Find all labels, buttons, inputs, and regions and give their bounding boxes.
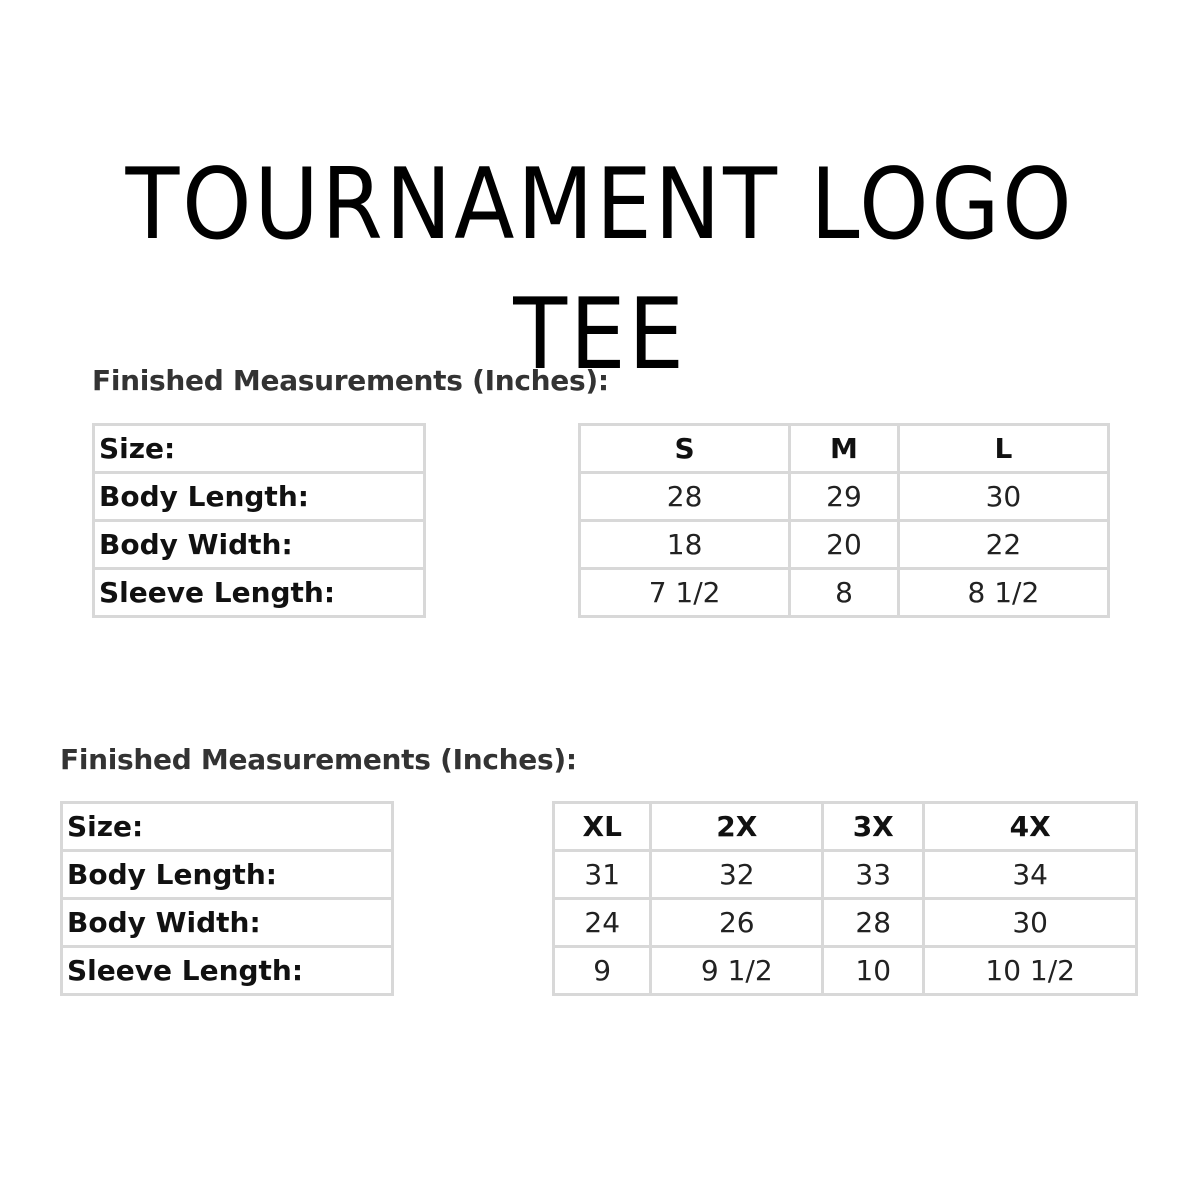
value-cell: 18 [580,521,790,569]
label-body-width: Body Width: [62,899,393,947]
value-cell: 33 [823,851,924,899]
value-cell: 7 1/2 [580,569,790,617]
label-body-length: Body Length: [94,473,425,521]
label-row-size [94,425,425,473]
value-cell: 34 [924,851,1137,899]
value-cell: 22 [898,521,1108,569]
size-header: M [790,425,899,473]
body-length-row [554,851,1137,899]
size-header-row [580,425,1109,473]
value-cell: 10 1/2 [924,947,1137,995]
sleeve-length-row [580,569,1109,617]
value-cell: 28 [580,473,790,521]
label-body-length: Body Length: [62,851,393,899]
label-body-width: Body Width: [94,521,425,569]
value-cell: 32 [651,851,823,899]
label-row-body-width [62,899,393,947]
value-cell: 26 [651,899,823,947]
section-heading-2: Finished Measurements (Inches): [60,743,577,776]
size-header: XL [554,803,651,851]
value-cell: 24 [554,899,651,947]
value-cell: 8 [790,569,899,617]
label-row-body-length [62,851,393,899]
value-cell: 8 1/2 [898,569,1108,617]
body-length-row [580,473,1109,521]
value-cell: 29 [790,473,899,521]
body-width-row [580,521,1109,569]
size-header: 3X [823,803,924,851]
label-row-sleeve-length [94,569,425,617]
size-header: L [898,425,1108,473]
page-title: TOURNAMENT LOGO TEE [125,148,1075,392]
label-size: Size: [94,425,425,473]
body-width-row [554,899,1137,947]
value-cell: 20 [790,521,899,569]
label-sleeve-length: Sleeve Length: [62,947,393,995]
value-cell: 30 [924,899,1137,947]
sleeve-length-row [554,947,1137,995]
value-cell: 9 1/2 [651,947,823,995]
size-header: S [580,425,790,473]
value-cell: 30 [898,473,1108,521]
section-heading-1: Finished Measurements (Inches): [92,364,609,397]
label-size: Size: [62,803,393,851]
size-header: 4X [924,803,1137,851]
label-table-1 [92,423,426,618]
value-cell: 28 [823,899,924,947]
size-table-1 [578,423,1110,618]
size-header: 2X [651,803,823,851]
label-row-size [62,803,393,851]
label-table-2 [60,801,394,996]
label-row-sleeve-length [62,947,393,995]
size-table-2 [552,801,1138,996]
value-cell: 10 [823,947,924,995]
size-header-row [554,803,1137,851]
label-row-body-width [94,521,425,569]
value-cell: 31 [554,851,651,899]
value-cell: 9 [554,947,651,995]
label-sleeve-length: Sleeve Length: [94,569,425,617]
label-row-body-length [94,473,425,521]
